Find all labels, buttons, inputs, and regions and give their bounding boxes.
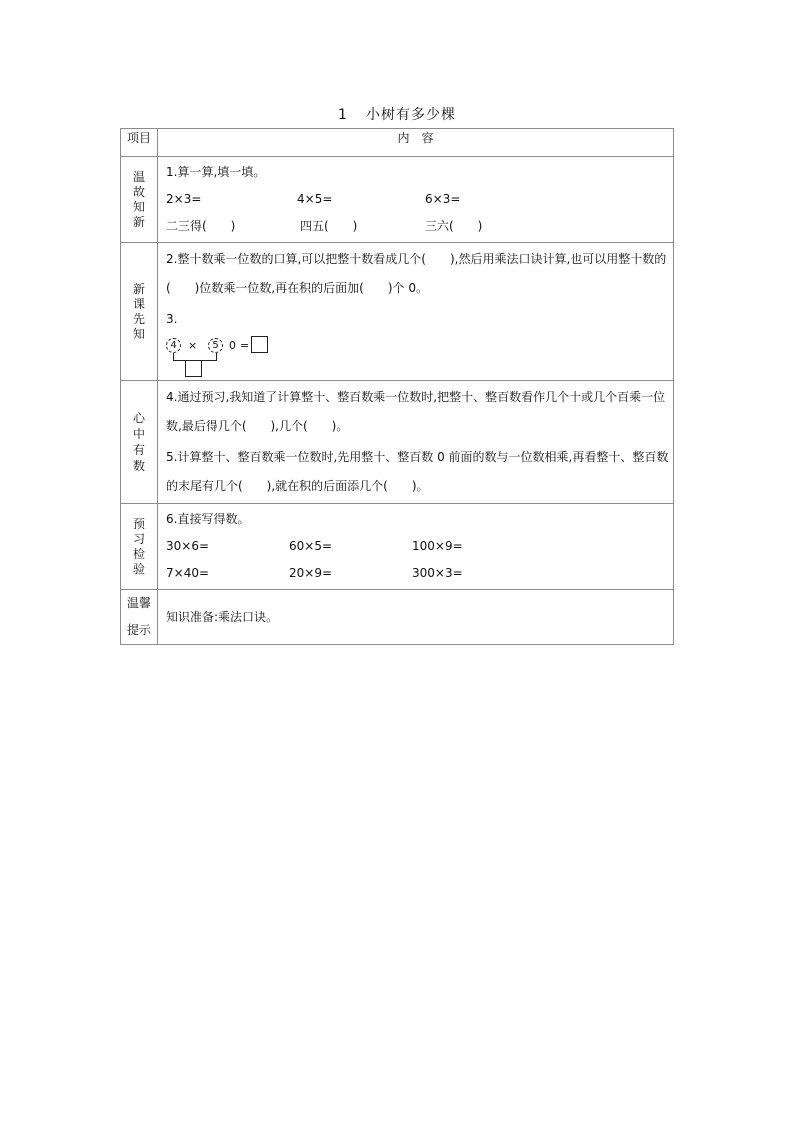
question-1: 1.算一算,填一填。 — [166, 165, 266, 179]
preview-label-char: 知 — [132, 326, 145, 341]
zero-digit: 0 — [229, 339, 236, 352]
review-label-char: 知 — [132, 199, 145, 214]
expr: 30×6= — [166, 539, 210, 553]
mind-label-char: 中 — [132, 427, 145, 441]
table-header-row — [121, 129, 674, 157]
expr: 6×3= — [425, 192, 461, 206]
answer-box[interactable] — [251, 336, 268, 353]
mind-label-char: 心 — [132, 411, 145, 425]
question-2: 2.整十数乘一位数的口算,可以把整十数看成几个( ),然后用乘法口诀计算,也可以用整十数的( )位数乘一位数,再在积的后面加( )个 0。 — [166, 252, 667, 295]
tip-content — [158, 590, 674, 645]
check-label-char: 检 — [132, 546, 145, 561]
review-label-char: 温 — [132, 169, 145, 184]
question-6: 6.直接写得数。 — [166, 512, 250, 526]
expr: 60×5= — [289, 539, 333, 553]
preview-content — [158, 243, 674, 381]
check-label — [121, 504, 158, 590]
check-label-char: 预 — [132, 516, 145, 531]
expr: 300×3= — [412, 566, 463, 580]
preview-label-char: 新 — [132, 281, 145, 296]
header-item: 项目 — [121, 129, 158, 157]
digit-circle: 4 — [166, 338, 181, 353]
tip-label — [121, 590, 158, 645]
tip-label-top: 温馨 — [126, 596, 151, 610]
review-label-char: 新 — [132, 214, 145, 229]
tip-label-bottom: 提示 — [126, 623, 151, 637]
mind-row — [121, 381, 674, 504]
preview-label-char: 课 — [132, 296, 145, 311]
check-row-1 — [166, 533, 673, 560]
mind-content — [158, 381, 674, 504]
expr: 7×40= — [166, 566, 210, 580]
review-row-1 — [166, 186, 673, 213]
question-4: 4.通过预习,我知道了计算整十、整百数乘一位数时,把整十、整百数看作几个十或几个百乘一位数,最后得几个( ),几个( )。 — [166, 390, 666, 433]
review-content — [158, 157, 674, 243]
preview-label — [121, 243, 158, 381]
expr: 二三得( ) — [166, 219, 236, 233]
title-text: 小树有多少棵 — [365, 107, 456, 123]
preview-row — [121, 243, 674, 381]
tip-row — [121, 590, 674, 645]
check-row — [121, 504, 674, 590]
check-label-char: 验 — [132, 561, 145, 576]
expr: 20×9= — [289, 566, 333, 580]
tip-text: 知识准备:乘法口诀。 — [166, 610, 279, 624]
check-row-2 — [166, 560, 673, 587]
review-label — [121, 157, 158, 243]
expr: 4×5= — [297, 192, 333, 206]
expr: 2×3= — [166, 192, 202, 206]
review-label-char: 故 — [132, 184, 145, 199]
check-label-char: 习 — [132, 531, 145, 546]
multiplication-diagram — [158, 336, 673, 380]
question-3: 3. — [166, 312, 178, 326]
header-content: 内 容 — [158, 129, 674, 157]
worksheet-table — [120, 128, 674, 645]
title-number: 1 — [338, 107, 348, 123]
expr: 三六( ) — [425, 219, 483, 233]
digit-circle: 5 — [208, 338, 223, 353]
product-box[interactable] — [185, 360, 202, 377]
review-row — [121, 157, 674, 243]
expr: 100×9= — [412, 539, 463, 553]
mind-label-char: 数 — [132, 459, 145, 473]
question-5: 5.计算整十、整百数乘一位数时,先用整十、整百数 0 前面的数与一位数相乘,再看整十、整百数的末尾有几个( ),就在积的后面添几个( )。 — [166, 450, 669, 493]
expr: 四五( ) — [300, 219, 358, 233]
review-row-2 — [166, 213, 673, 240]
equals-sign: = — [240, 339, 250, 352]
check-content — [158, 504, 674, 590]
page-title — [0, 104, 794, 124]
times-sign: × — [188, 339, 198, 352]
mind-label-char: 有 — [132, 443, 145, 457]
mind-label — [121, 381, 158, 504]
preview-label-char: 先 — [132, 311, 145, 326]
